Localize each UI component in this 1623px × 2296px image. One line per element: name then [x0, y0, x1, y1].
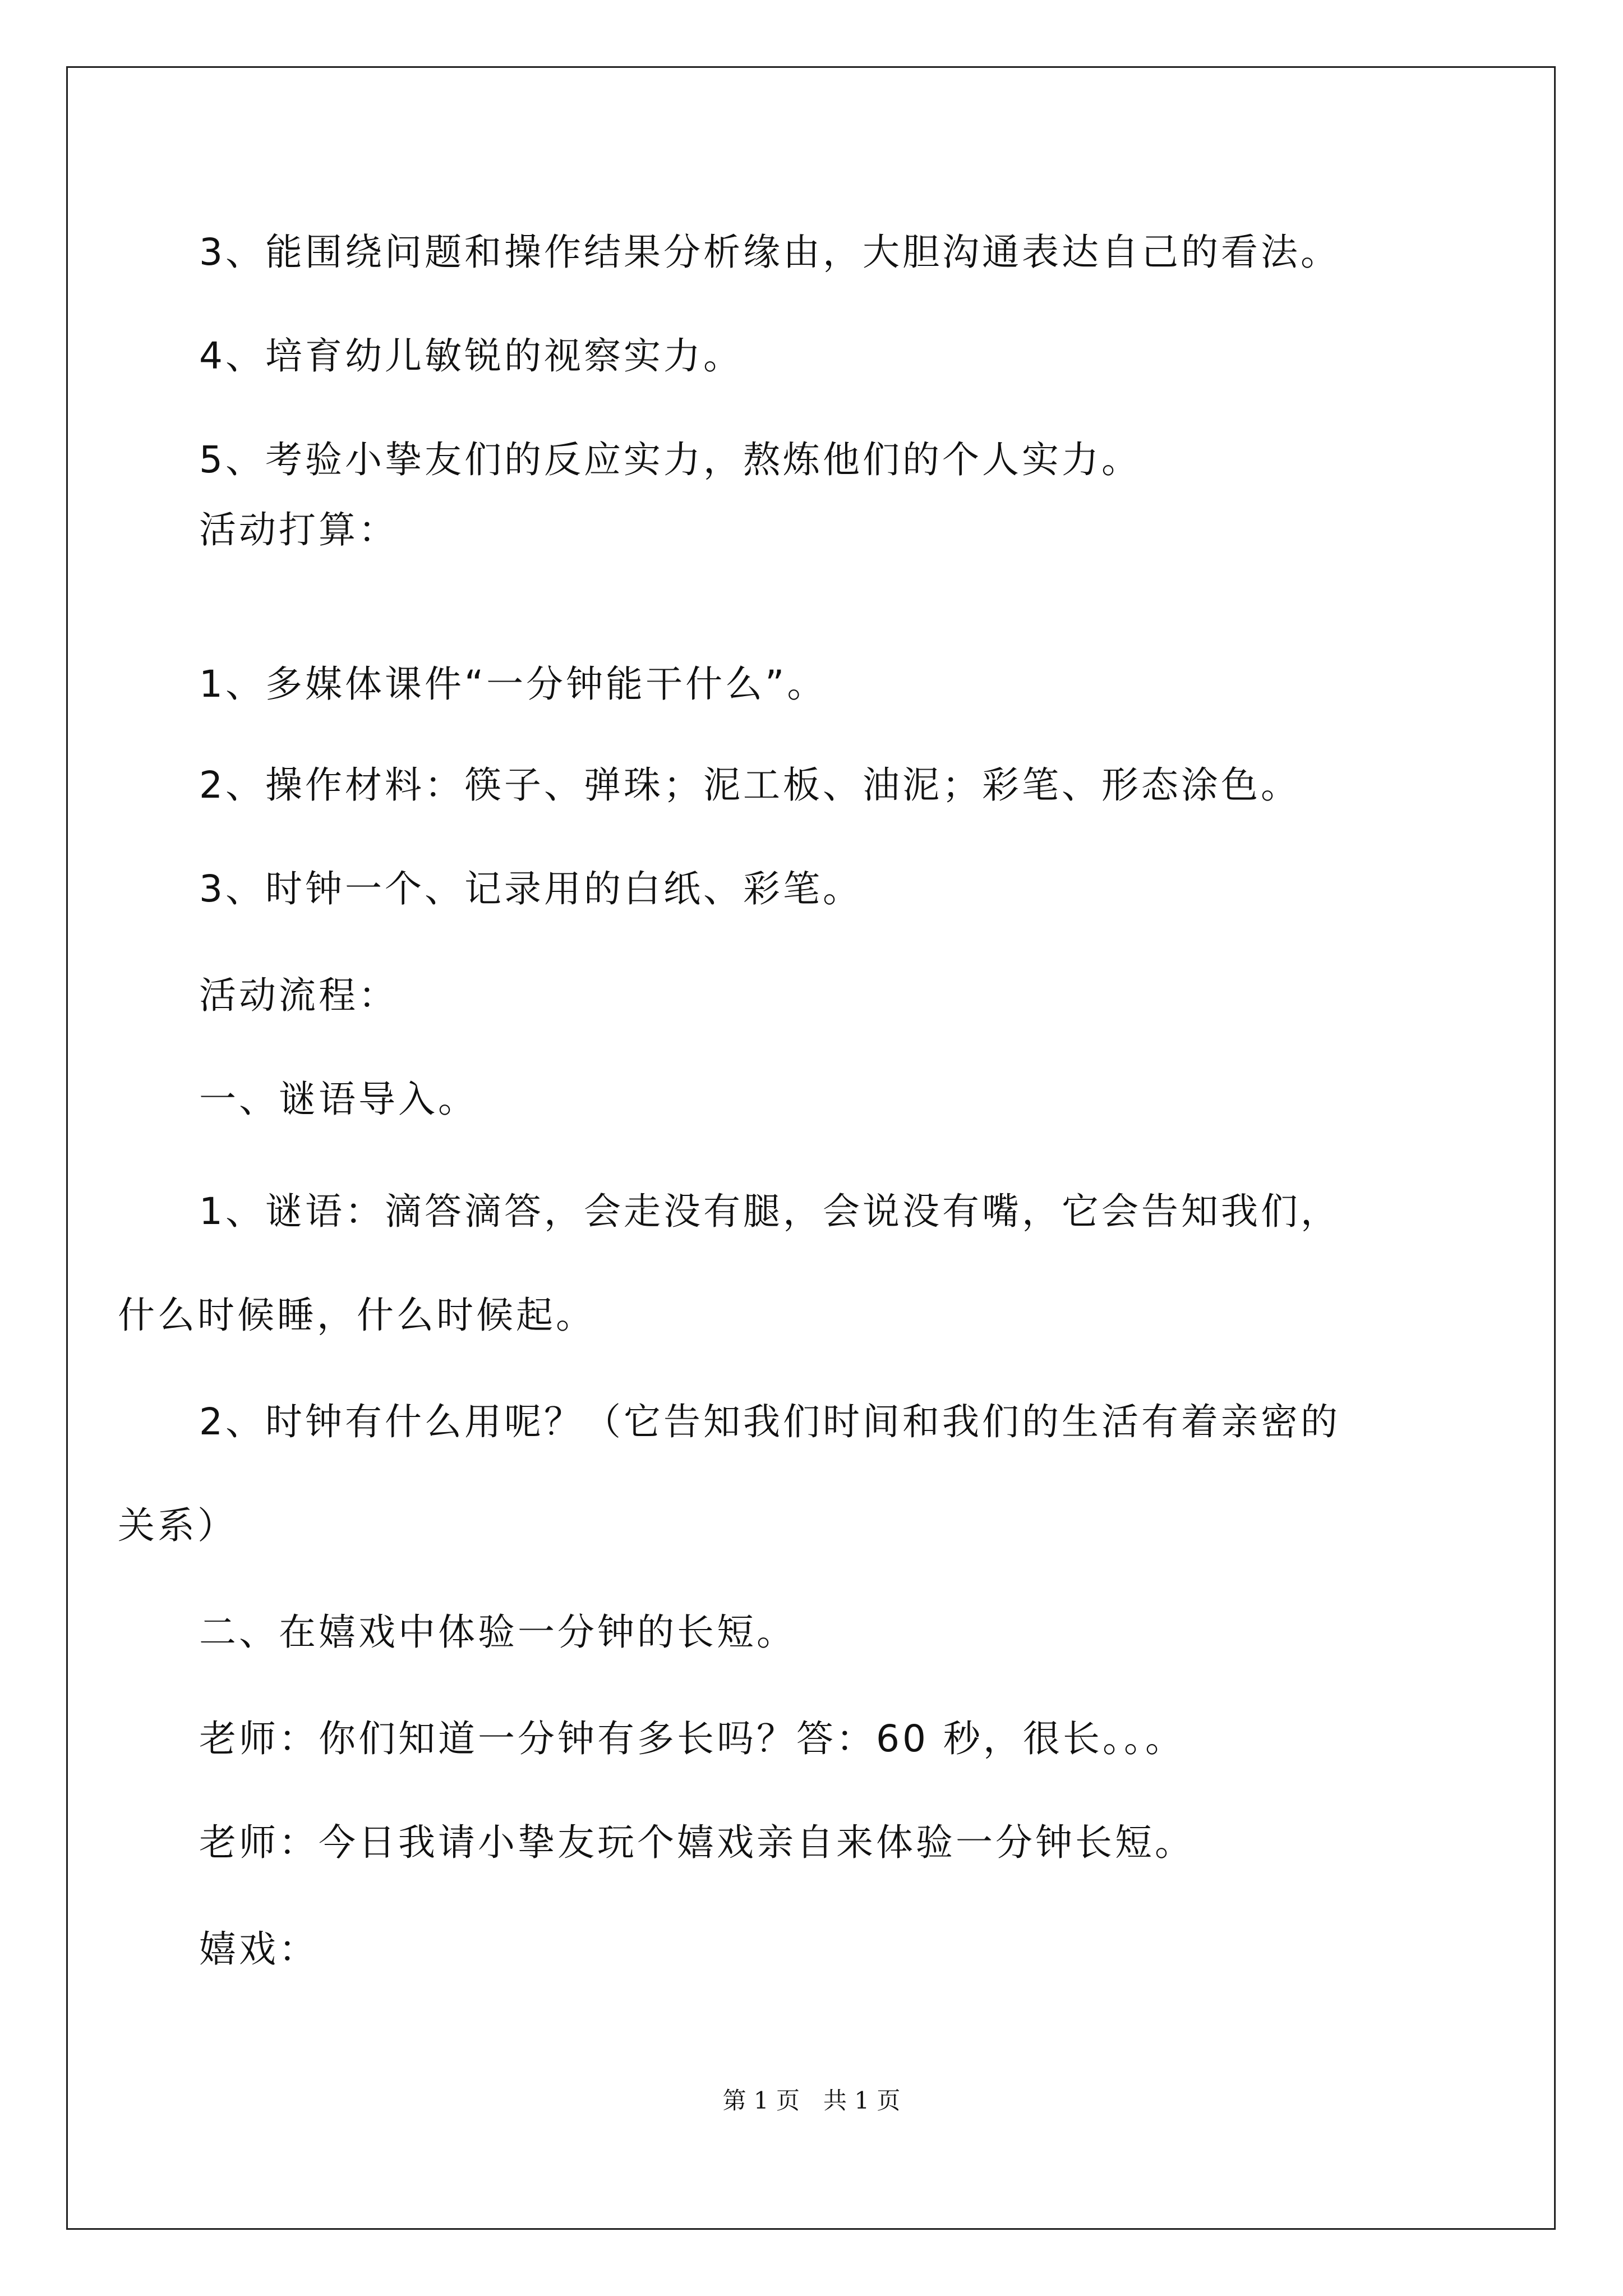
paragraph-riddle-1-cont: 什么时候睡，什么时候起。 [118, 1294, 596, 1337]
paragraph-riddle-2-cont: 关系） [118, 1504, 237, 1547]
paragraph-teacher-2: 老师：今日我请小挚友玩个嬉戏亲自来体验一分钟长短。 [199, 1821, 1195, 1864]
paragraph-riddle-1: 1、谜语：滴答滴答，会走没有腿，会说没有嘴，它会告知我们， [199, 1190, 1340, 1233]
paragraph-teacher-1: 老师：你们知道一分钟有多长吗？答：60 秒，很长。。。 [199, 1717, 1185, 1760]
page-footer: 第 1 页 共 1 页 [722, 2087, 901, 2114]
paragraph-goal-3: 3、能围绕问题和操作结果分析缘由，大胆沟通表达自己的看法。 [199, 231, 1340, 274]
section-heading-preparation: 活动打算： [199, 508, 398, 551]
section-heading-process: 活动流程： [199, 974, 398, 1017]
section-heading-riddle: 一、谜语导入。 [199, 1078, 478, 1121]
paragraph-prep-1: 1、多媒体课件“一分钟能干什么”。 [199, 662, 827, 706]
section-heading-game: 二、在嬉戏中体验一分钟的长短。 [199, 1611, 796, 1654]
paragraph-goal-4: 4、培育幼儿敏锐的视察实力。 [199, 334, 743, 378]
paragraph-prep-3: 3、时钟一个、记录用的白纸、彩笔。 [199, 867, 863, 910]
page-border [66, 66, 1556, 2230]
paragraph-goal-5: 5、考验小挚友们的反应实力，熬炼他们的个人实力。 [199, 438, 1141, 481]
paragraph-riddle-2: 2、时钟有什么用呢？（它告知我们时间和我们的生活有着亲密的 [199, 1400, 1340, 1443]
paragraph-game-label: 嬉戏： [199, 1927, 319, 1971]
paragraph-prep-2: 2、操作材料：筷子、弹珠；泥工板、油泥；彩笔、形态涂色。 [199, 763, 1301, 807]
